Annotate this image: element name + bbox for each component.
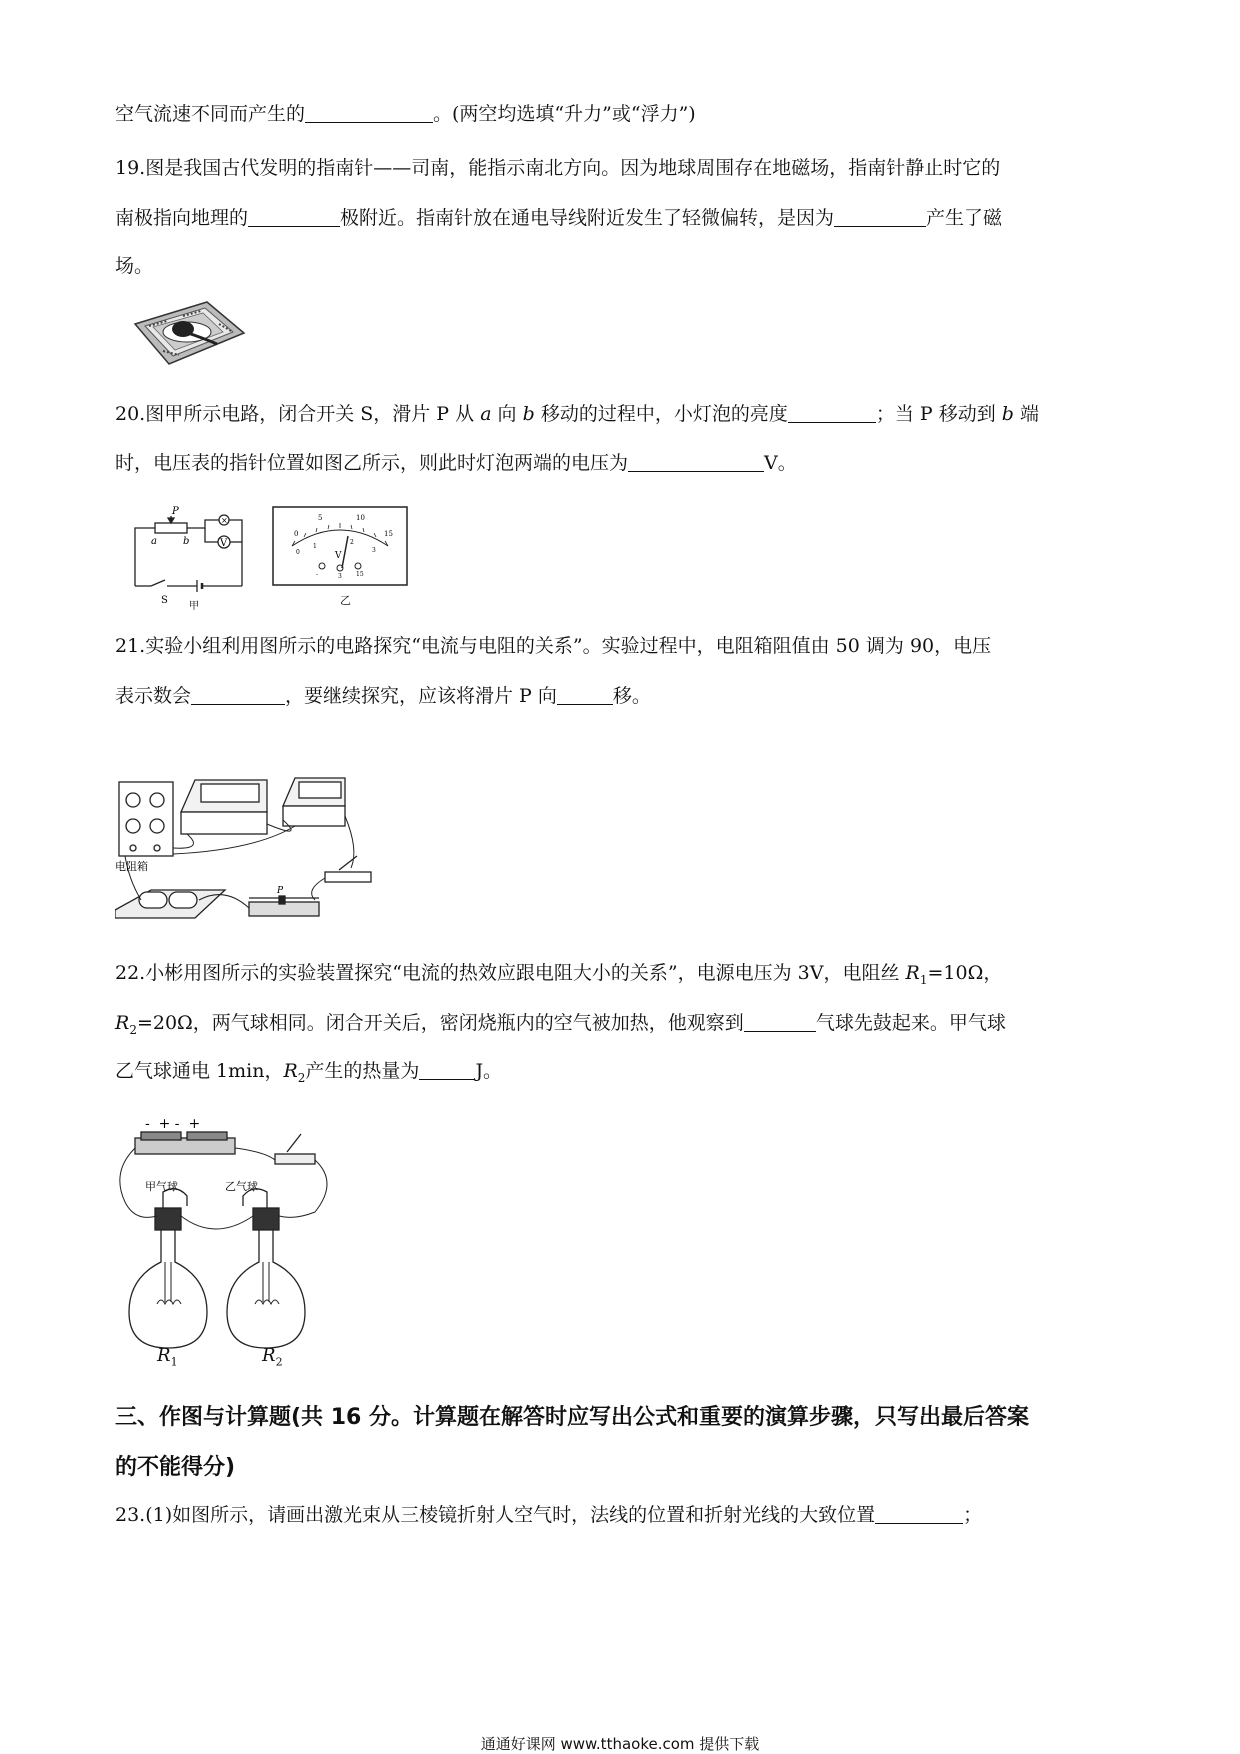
q23-text-end: ； [963, 1504, 983, 1526]
dial-label-V: V [335, 551, 342, 561]
q22-text-f: 产生的热量为 [305, 1060, 420, 1082]
q20-text-e: 端 [1013, 403, 1039, 425]
q22-fig-signs: - + - + [145, 1116, 201, 1132]
q22-var-R2-sub: 2 [129, 1022, 137, 1037]
sinan-figure [123, 296, 246, 368]
q18-blank[interactable] [305, 104, 433, 123]
q22-text-a: 22.小彬用图所示的实验装置探究“电流的热效应跟电阻大小的关系”，电源电压为 3V，电阻丝 [115, 962, 906, 984]
q22-text-e: 乙气球通电 1min， [115, 1060, 284, 1082]
q21-text-c: 移。 [612, 685, 651, 707]
q22-line-3 [115, 1061, 502, 1084]
q22-text-g: J。 [475, 1060, 503, 1082]
q22-line-2 [115, 1013, 1006, 1036]
q21-line-2 [115, 686, 651, 706]
q20-text-g: V。 [764, 452, 797, 474]
q20-fig-label-a: a [151, 536, 157, 547]
q22-fig-label-R2 [262, 1345, 283, 1369]
q22-var-R2-b: R [283, 1060, 298, 1082]
q22-text-d: 气球先鼓起来。甲气球 [815, 1012, 1006, 1034]
q22-apparatus-figure [115, 1112, 345, 1362]
q22-fig-R2: R [262, 1345, 276, 1366]
q20-text-c: 移动的过程中，小灯泡的亮度 [534, 403, 788, 425]
q22-var-R2-b-sub: 2 [297, 1070, 306, 1085]
q20-var-b-2: b [1001, 403, 1014, 425]
terminal-15: 15 [356, 571, 364, 578]
q21-fig-label-resbox: 电阻箱 [115, 860, 148, 873]
q23-line [115, 1505, 982, 1525]
q19-blank-1[interactable] [248, 208, 340, 227]
dial-tick-5: 5 [318, 514, 323, 522]
section-heading-line-2: 的不能得分) [115, 1455, 236, 1480]
q19-text-c: 产生了磁 [926, 207, 1003, 229]
q18-text-end: 。(两空均选填“升力”或“浮力”) [433, 103, 696, 125]
q21-line-1: 21.实验小组利用图所示的电路探究“电流与电阻的关系”。实验过程中，电阻箱阻值由 50 调为 90，电压 [115, 635, 992, 657]
q22-text-b: =10Ω， [927, 962, 1003, 984]
q20-text-d: ；当 P 移动到 [875, 403, 1002, 425]
q20-circuit-figure [127, 500, 267, 610]
q22-fig-label-R1 [157, 1345, 178, 1369]
q21-apparatus-figure [115, 750, 375, 920]
q20-fig-lamp-icon: × [221, 516, 228, 525]
q22-fig-R2-sub: 2 [275, 1355, 283, 1369]
q19-blank-2[interactable] [834, 208, 926, 227]
dial-tick-0: 0 [294, 530, 299, 538]
dial-tick-2: 2 [350, 539, 354, 546]
q22-var-R1-sub: 1 [919, 972, 928, 987]
q21-fig-label-P: P [277, 886, 284, 896]
q22-fig-label-balloon-b: 乙气球 [225, 1180, 258, 1193]
q22-var-R1: R [905, 962, 920, 984]
q18-text: 空气流速不同而产生的 [115, 103, 306, 125]
q20-fig-label-P: P [172, 506, 179, 517]
q18-line [115, 104, 696, 124]
q20-blank-2[interactable] [628, 453, 764, 472]
dial-tick-3: 3 [372, 547, 376, 554]
q20-var-b: b [522, 403, 535, 425]
q20-line-1 [115, 404, 1039, 424]
q20-text-f: 时，电压表的指针位置如图乙所示，则此时灯泡两端的电压为 [115, 452, 629, 474]
q22-fig-label-balloon-a: 甲气球 [145, 1180, 178, 1193]
dial-tick-10: 10 [356, 514, 365, 522]
q20-line-2 [115, 453, 797, 473]
q20-fig-label-S: S [161, 595, 168, 606]
q19-text-b: 极附近。指南针放在通电导线附近发生了轻微偏转，是因为 [340, 207, 835, 229]
q23-text: 23.(1)如图所示，请画出激光束从三棱镜折射人空气时，法线的位置和折射光线的大致位置 [115, 1504, 876, 1526]
q19-line-1: 19.图是我国古代发明的指南针——司南，能指示南北方向。因为地球周围存在地磁场，指南针静止时它的 [115, 157, 1001, 179]
page-footer: 通通好课网 www.tthaoke.com 提供下载 [480, 1735, 760, 1753]
q21-text-a: 表示数会 [115, 685, 192, 707]
q22-text-c: =20Ω，两气球相同。闭合开关后，密闭烧瓶内的空气被加热，他观察到 [136, 1012, 744, 1034]
q20-voltmeter-figure [272, 506, 408, 586]
q23-blank[interactable] [875, 1505, 963, 1524]
terminal-minus: - [316, 571, 319, 578]
q20-text-b: 向 [491, 403, 523, 425]
q21-blank-2[interactable] [557, 686, 613, 705]
q20-var-a: a [480, 403, 492, 425]
q20-blank-1[interactable] [788, 404, 876, 423]
terminal-3: 3 [338, 573, 342, 580]
dial-tick-15: 15 [384, 530, 393, 538]
q20-fig-label-jia: 甲 [189, 601, 199, 610]
dial-tick-1: 1 [313, 543, 317, 550]
q22-fig-R1: R [157, 1345, 171, 1366]
q21-blank-1[interactable] [191, 686, 285, 705]
q22-blank-2[interactable] [419, 1061, 475, 1080]
q22-fig-R1-sub: 1 [170, 1355, 178, 1369]
q19-line-3: 场。 [115, 255, 154, 277]
section-heading-line-1: 三、作图与计算题(共 16 分。计算题在解答时应写出公式和重要的演算步骤，只写出最后答案 [115, 1405, 1029, 1430]
q20-text-a: 20.图甲所示电路，闭合开关 S，滑片 P 从 [115, 403, 481, 425]
q19-text-a: 南极指向地理的 [115, 207, 249, 229]
q20-fig-label-yi: 乙 [340, 594, 351, 607]
q22-var-R2: R [115, 1012, 130, 1034]
q22-line-1 [115, 964, 1002, 986]
q19-line-2 [115, 208, 1002, 228]
dial-tick-0b: 0 [296, 549, 300, 556]
q21-text-b: ，要继续探究，应该将滑片 P 向 [285, 685, 557, 707]
q20-fig-label-b: b [183, 536, 190, 547]
q22-blank-1[interactable] [744, 1013, 816, 1032]
q20-fig-label-V: V [220, 538, 228, 549]
